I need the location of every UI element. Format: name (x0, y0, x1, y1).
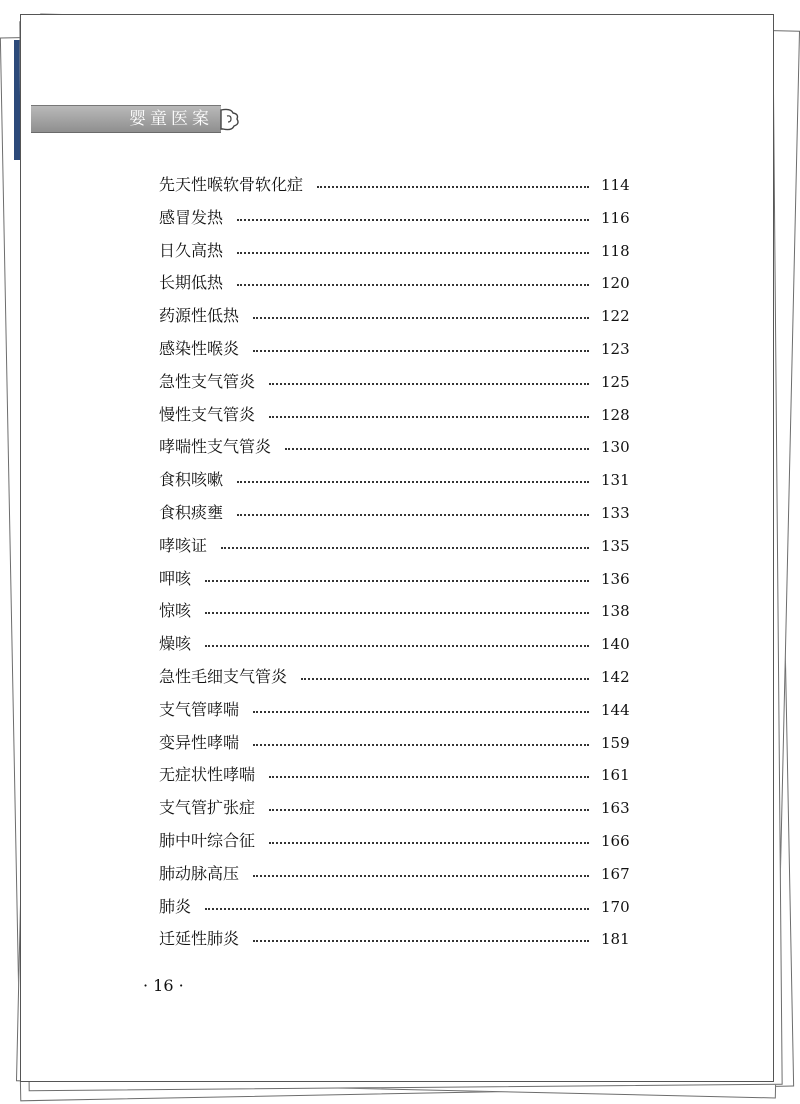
toc-entry-page: 130 (601, 438, 630, 457)
toc-entry-title: 药源性低热 (159, 306, 240, 326)
toc-entry (159, 434, 629, 467)
toc-entry-page: 125 (601, 372, 630, 391)
toc-entry-title: 肺动脉高压 (159, 863, 240, 883)
toc-entry-page: 163 (601, 799, 630, 818)
toc-entry-page: 138 (601, 602, 630, 621)
toc-entry (159, 467, 629, 500)
toc-entry (159, 500, 629, 533)
toc-entry (159, 828, 629, 861)
toc-leader-dots (237, 511, 589, 516)
toc-entry (159, 336, 629, 369)
toc-entry-title: 支气管哮喘 (159, 699, 240, 719)
toc-entry-page: 123 (601, 339, 630, 358)
toc-leader-dots (205, 577, 589, 582)
toc-entry (159, 697, 629, 730)
toc-entry (159, 369, 629, 402)
toc-entry-page: 114 (601, 176, 630, 194)
toc-entry-title: 先天性喉软骨软化症 (159, 175, 304, 194)
toc-entry-page: 181 (601, 930, 630, 949)
toc-entry-page: 135 (601, 536, 630, 555)
toc-entry-title: 食积痰壅 (159, 502, 224, 522)
toc-entry (159, 730, 629, 763)
toc-entry (159, 303, 629, 336)
toc-entry-title: 变异性哮喘 (159, 732, 240, 752)
toc-entry-page: 166 (601, 831, 630, 850)
toc-leader-dots (253, 314, 589, 319)
toc-entry-title: 哮咳证 (159, 535, 208, 555)
table-of-contents (159, 172, 629, 959)
toc-entry-title: 呷咳 (159, 568, 192, 588)
page-number: · 16 · (143, 976, 184, 995)
toc-leader-dots (317, 183, 589, 188)
toc-entry-page: 133 (601, 503, 630, 522)
toc-entry (159, 172, 629, 205)
toc-entry (159, 664, 629, 697)
toc-leader-dots (205, 642, 589, 647)
toc-entry-page: 116 (601, 208, 630, 227)
toc-leader-dots (269, 806, 589, 811)
toc-entry-title: 食积咳嗽 (159, 470, 224, 490)
toc-entry-page: 144 (601, 700, 630, 719)
toc-entry-title: 肺中叶综合征 (159, 830, 256, 850)
toc-leader-dots (237, 216, 589, 221)
toc-entry (159, 533, 629, 566)
toc-leader-dots (237, 281, 589, 286)
toc-entry (159, 631, 629, 664)
toc-leader-dots (269, 413, 589, 418)
toc-entry-title: 无症状性哮喘 (159, 765, 256, 785)
toc-entry-page: 161 (601, 766, 630, 785)
toc-entry-page: 120 (601, 274, 630, 293)
toc-entry-title: 长期低热 (159, 273, 224, 293)
toc-leader-dots (205, 609, 589, 614)
toc-entry (159, 861, 629, 894)
toc-entry (159, 762, 629, 795)
toc-entry (159, 270, 629, 303)
toc-leader-dots (301, 675, 589, 680)
toc-leader-dots (253, 708, 589, 713)
toc-entry-page: 118 (601, 241, 630, 260)
toc-leader-dots (253, 937, 589, 942)
toc-entry (159, 894, 629, 927)
document-page (20, 14, 774, 1082)
toc-leader-dots (237, 249, 589, 254)
toc-entry (159, 402, 629, 435)
toc-entry-title: 感冒发热 (159, 207, 224, 227)
toc-leader-dots (269, 839, 589, 844)
toc-entry (159, 566, 629, 599)
toc-entry-page: 122 (601, 307, 630, 326)
toc-entry-title: 慢性支气管炎 (159, 404, 256, 424)
cloud-ornament-icon (219, 106, 241, 132)
toc-leader-dots (253, 741, 589, 746)
running-header (31, 105, 221, 133)
toc-leader-dots (221, 544, 589, 549)
toc-entry (159, 598, 629, 631)
toc-entry-title: 燥咳 (159, 634, 192, 654)
toc-entry-page: 159 (601, 733, 630, 752)
toc-leader-dots (237, 478, 589, 483)
toc-entry-title: 日久高热 (159, 240, 224, 260)
toc-entry-title: 哮喘性支气管炎 (159, 437, 272, 457)
toc-leader-dots (205, 905, 589, 910)
toc-entry-title: 急性支气管炎 (159, 371, 256, 391)
toc-leader-dots (285, 445, 589, 450)
toc-entry-page: 128 (601, 405, 630, 424)
toc-leader-dots (253, 347, 589, 352)
toc-entry-title: 惊咳 (159, 601, 192, 621)
toc-entry-page: 170 (601, 897, 630, 916)
toc-entry-page: 140 (601, 635, 630, 654)
toc-entry-title: 感染性喉炎 (159, 338, 240, 358)
toc-entry-title: 支气管扩张症 (159, 798, 256, 818)
toc-entry-title: 迁延性肺炎 (159, 929, 240, 949)
toc-entry-title: 急性毛细支气管炎 (159, 666, 288, 686)
running-header-title: 婴童医案 (129, 109, 213, 129)
toc-entry-page: 142 (601, 667, 630, 686)
toc-entry (159, 795, 629, 828)
toc-entry-page: 136 (601, 569, 630, 588)
toc-entry-page: 167 (601, 864, 630, 883)
toc-entry-page: 131 (601, 471, 630, 490)
toc-leader-dots (253, 872, 589, 877)
toc-entry (159, 926, 629, 959)
toc-entry-title: 肺炎 (159, 896, 192, 916)
toc-leader-dots (269, 380, 589, 385)
toc-leader-dots (269, 773, 589, 778)
toc-entry (159, 238, 629, 271)
toc-entry (159, 205, 629, 238)
